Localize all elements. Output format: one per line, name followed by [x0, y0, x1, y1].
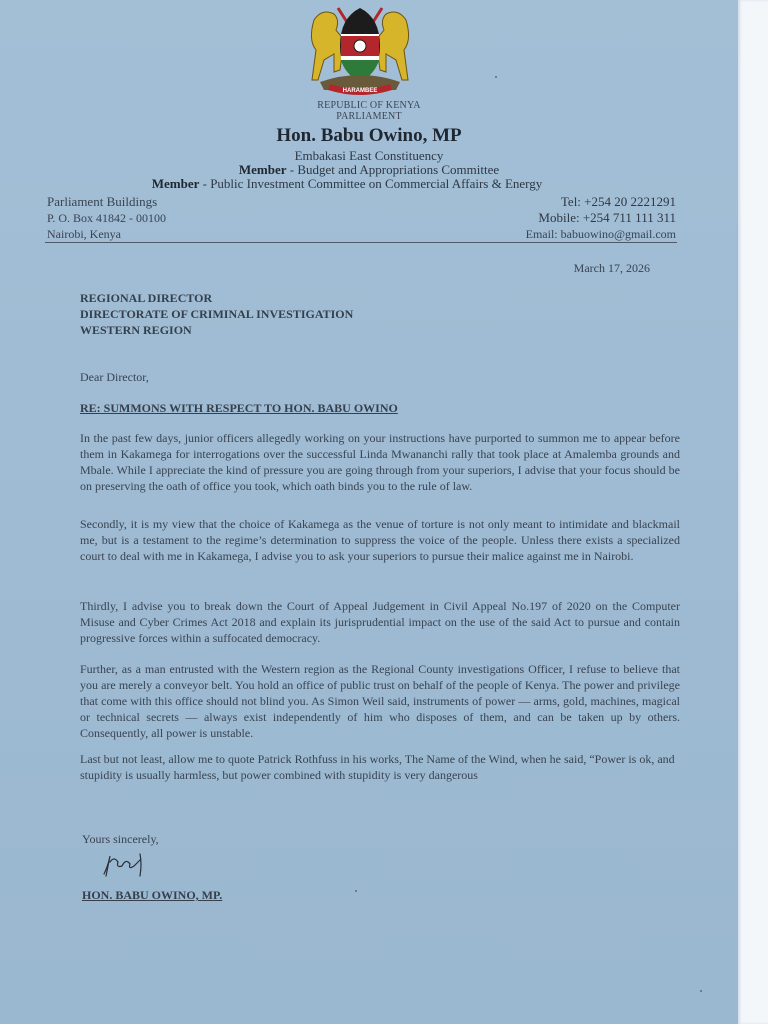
republic-label — [0, 100, 738, 122]
address-line: Nairobi, Kenya — [47, 227, 121, 241]
body-paragraph: Last but not least, allow me to quote Patrick Rothfuss in his works, The Name of the Wind, when he said, “Power is ok, and stupidity is usually harmless, but power combined with stupidity is very dangerous — [80, 752, 675, 782]
body-paragraph: Further, as a man entrusted with the Western region as the Regional County investigations Officer, I refuse to believe that you are merely a conveyor belt. You hold an office of public trust on behalf of the people of Kenya. The power and privilege that come with this office should not blind you. As Simon Weil said, instruments of power — arms, gold, machines, magical or technical secrets — always exist independently of him who disposes of them, and can be taken up by others. Consequently, all power is unstable. — [80, 662, 680, 740]
address-line: Parliament Buildings — [47, 194, 158, 209]
mp-name: Hon. Babu Owino, MP — [276, 125, 462, 146]
republic-text: REPUBLIC OF KENYA — [317, 100, 421, 111]
signatory-name: HON. BABU OWINO, MP. — [82, 888, 223, 902]
email: Email: babuowino@gmail.com — [525, 227, 676, 241]
paper-speck — [495, 76, 497, 78]
recipient-line: WESTERN REGION — [80, 323, 192, 337]
closing: Yours sincerely, — [82, 832, 159, 846]
membership-line — [0, 176, 716, 192]
membership-text: - Public Investment Committee on Commercial Affairs & Energy — [199, 176, 543, 191]
recipient-line: DIRECTORATE OF CRIMINAL INVESTIGATION — [80, 307, 354, 321]
contact-details — [526, 194, 676, 242]
signature-icon — [100, 848, 150, 880]
letter-date: March 17, 2026 — [573, 261, 650, 275]
membership-text: - Budget and Appropriations Committee — [286, 162, 500, 177]
letterhead-divider — [45, 242, 677, 243]
mobile: Mobile: +254 711 111 311 — [538, 210, 676, 225]
scan-background-edge — [738, 0, 768, 1024]
body-paragraph: Thirdly, I advise you to break down the Court of Appeal Judgement in Civil Appeal No.197 of 2020 on the Computer Misuse and Cyber Crimes Act 2018 and explain its jurisprudential impact on the use of the said Act to pursue and contain progressive forces within a suffocated democracy. — [80, 599, 680, 645]
coat-of-arms-icon — [300, 0, 420, 96]
paper-speck — [355, 890, 357, 892]
parliament-text: PARLIAMENT — [336, 111, 402, 122]
recipient-block — [80, 290, 353, 338]
salutation: Dear Director, — [80, 370, 149, 384]
emblem-motto: HARAMBEE — [342, 88, 378, 94]
telephone: Tel: +254 20 2221291 — [560, 194, 676, 209]
constituency: Embakasi East Constituency — [294, 148, 444, 163]
postal-address — [47, 194, 166, 242]
body-paragraph: Secondly, it is my view that the choice of Kakamega as the venue of torture is not only meant to intimidate and blackmail me, but is a testament to the regime’s determination to suppress the voice of the people. Unless there exists a specialized court to deal with me in Kakamega, I advise you to ask your superiors to pursue their malice against me in Nairobi. — [80, 517, 680, 563]
subject-line: RE: SUMMONS WITH RESPECT TO HON. BABU OWINO — [80, 401, 398, 415]
address-line: P. O. Box 41842 - 00100 — [47, 211, 167, 225]
body-paragraph: In the past few days, junior officers allegedly working on your instructions have purported to summon me to appear before them in Kakamega for interrogations over the successful Linda Mwananchi rally that took place at Amalemba grounds and Mbale. While I appreciate the kind of pressure you are going through from your superiors, I advise that your focus should be on preserving the oath of office you took, which oath binds you to the rule of law. — [80, 431, 680, 493]
membership-prefix: Member — [151, 176, 200, 191]
membership-prefix: Member — [238, 162, 287, 177]
recipient-line: REGIONAL DIRECTOR — [80, 291, 213, 305]
paper-speck — [700, 990, 702, 992]
